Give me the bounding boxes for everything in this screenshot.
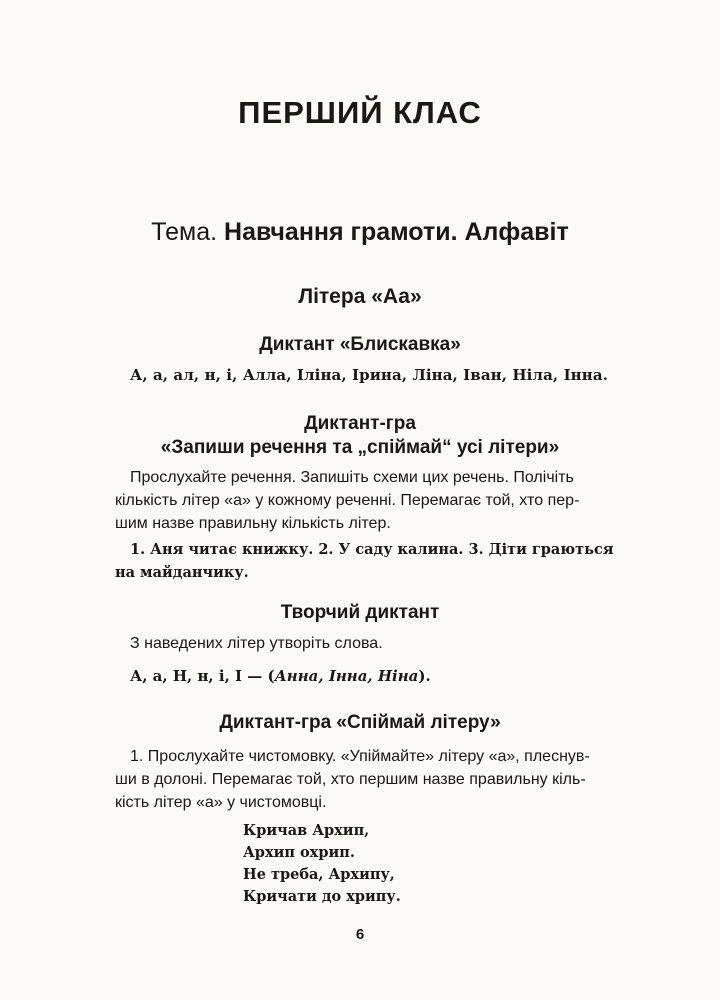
topic-prefix: Тема. (151, 218, 218, 246)
instruction-line: кість літер «а» у чистомовці. (115, 794, 327, 811)
closing-text: ). (418, 667, 431, 685)
dictation-game-sentences (115, 538, 614, 584)
sentence-line: на майданчику. (115, 564, 249, 581)
instruction-line: Прослухайте речення. Запишіть схеми цих речень. Полічіть (130, 469, 574, 486)
dictation-game-instruction (115, 466, 650, 535)
catch-letter-heading: Диктант-гра «Спіймай літеру» (219, 712, 501, 733)
page-number: 6 (355, 926, 365, 943)
answer-words: Анна, Інна, Ніна (274, 667, 419, 685)
catch-letter-instruction (115, 745, 650, 814)
creative-dictation-letters (130, 667, 431, 685)
poem-line: Кричав Архип, (243, 822, 370, 839)
dictation-game-heading-line1: Диктант-гра (304, 413, 416, 434)
dictation-lightning-heading: Диктант «Блискавка» (259, 334, 461, 355)
instruction-line: 1. Прослухайте чистомовку. «Упіймайте» літеру «а», плеснув- (130, 748, 590, 765)
letter-heading: Літера «Аа» (298, 285, 422, 308)
poem-line: Кричати до хрипу. (243, 888, 401, 905)
dictation-game-heading-line2: «Запиши речення та „спіймай“ усі літери» (160, 437, 560, 458)
instruction-line: ши в долоні. Перемагає той, хто першим назве правильну кіль- (115, 771, 586, 788)
creative-dictation-heading: Творчий диктант (280, 602, 440, 623)
instruction-line: шим назве правильну кількість літер. (115, 515, 391, 532)
tongue-twister-poem (243, 820, 401, 908)
sentence-line: 1. Аня читає книжку. 2. У саду калина. 3. Діти граються (130, 541, 614, 558)
letters-text: А, а, Н, н, і, І — ( (130, 667, 275, 685)
dictation-lightning-text: А, а, ал, н, і, Алла, Іліна, Ірина, Ліна, Іван, Ніла, Інна. (130, 366, 608, 384)
instruction-line: кількість літер «а» у кожному реченні. Перемагає той, хто пер- (115, 492, 580, 509)
topic-heading (0, 218, 720, 247)
topic-name: Навчання грамоти. Алфавіт (224, 218, 569, 246)
poem-line: Не треба, Архипу, (243, 866, 395, 883)
creative-dictation-instruction: З наведених літер утворіть слова. (130, 635, 383, 652)
poem-line: Архип охрип. (243, 844, 355, 861)
page-title: ПЕРШИЙ КЛАС (238, 95, 482, 130)
